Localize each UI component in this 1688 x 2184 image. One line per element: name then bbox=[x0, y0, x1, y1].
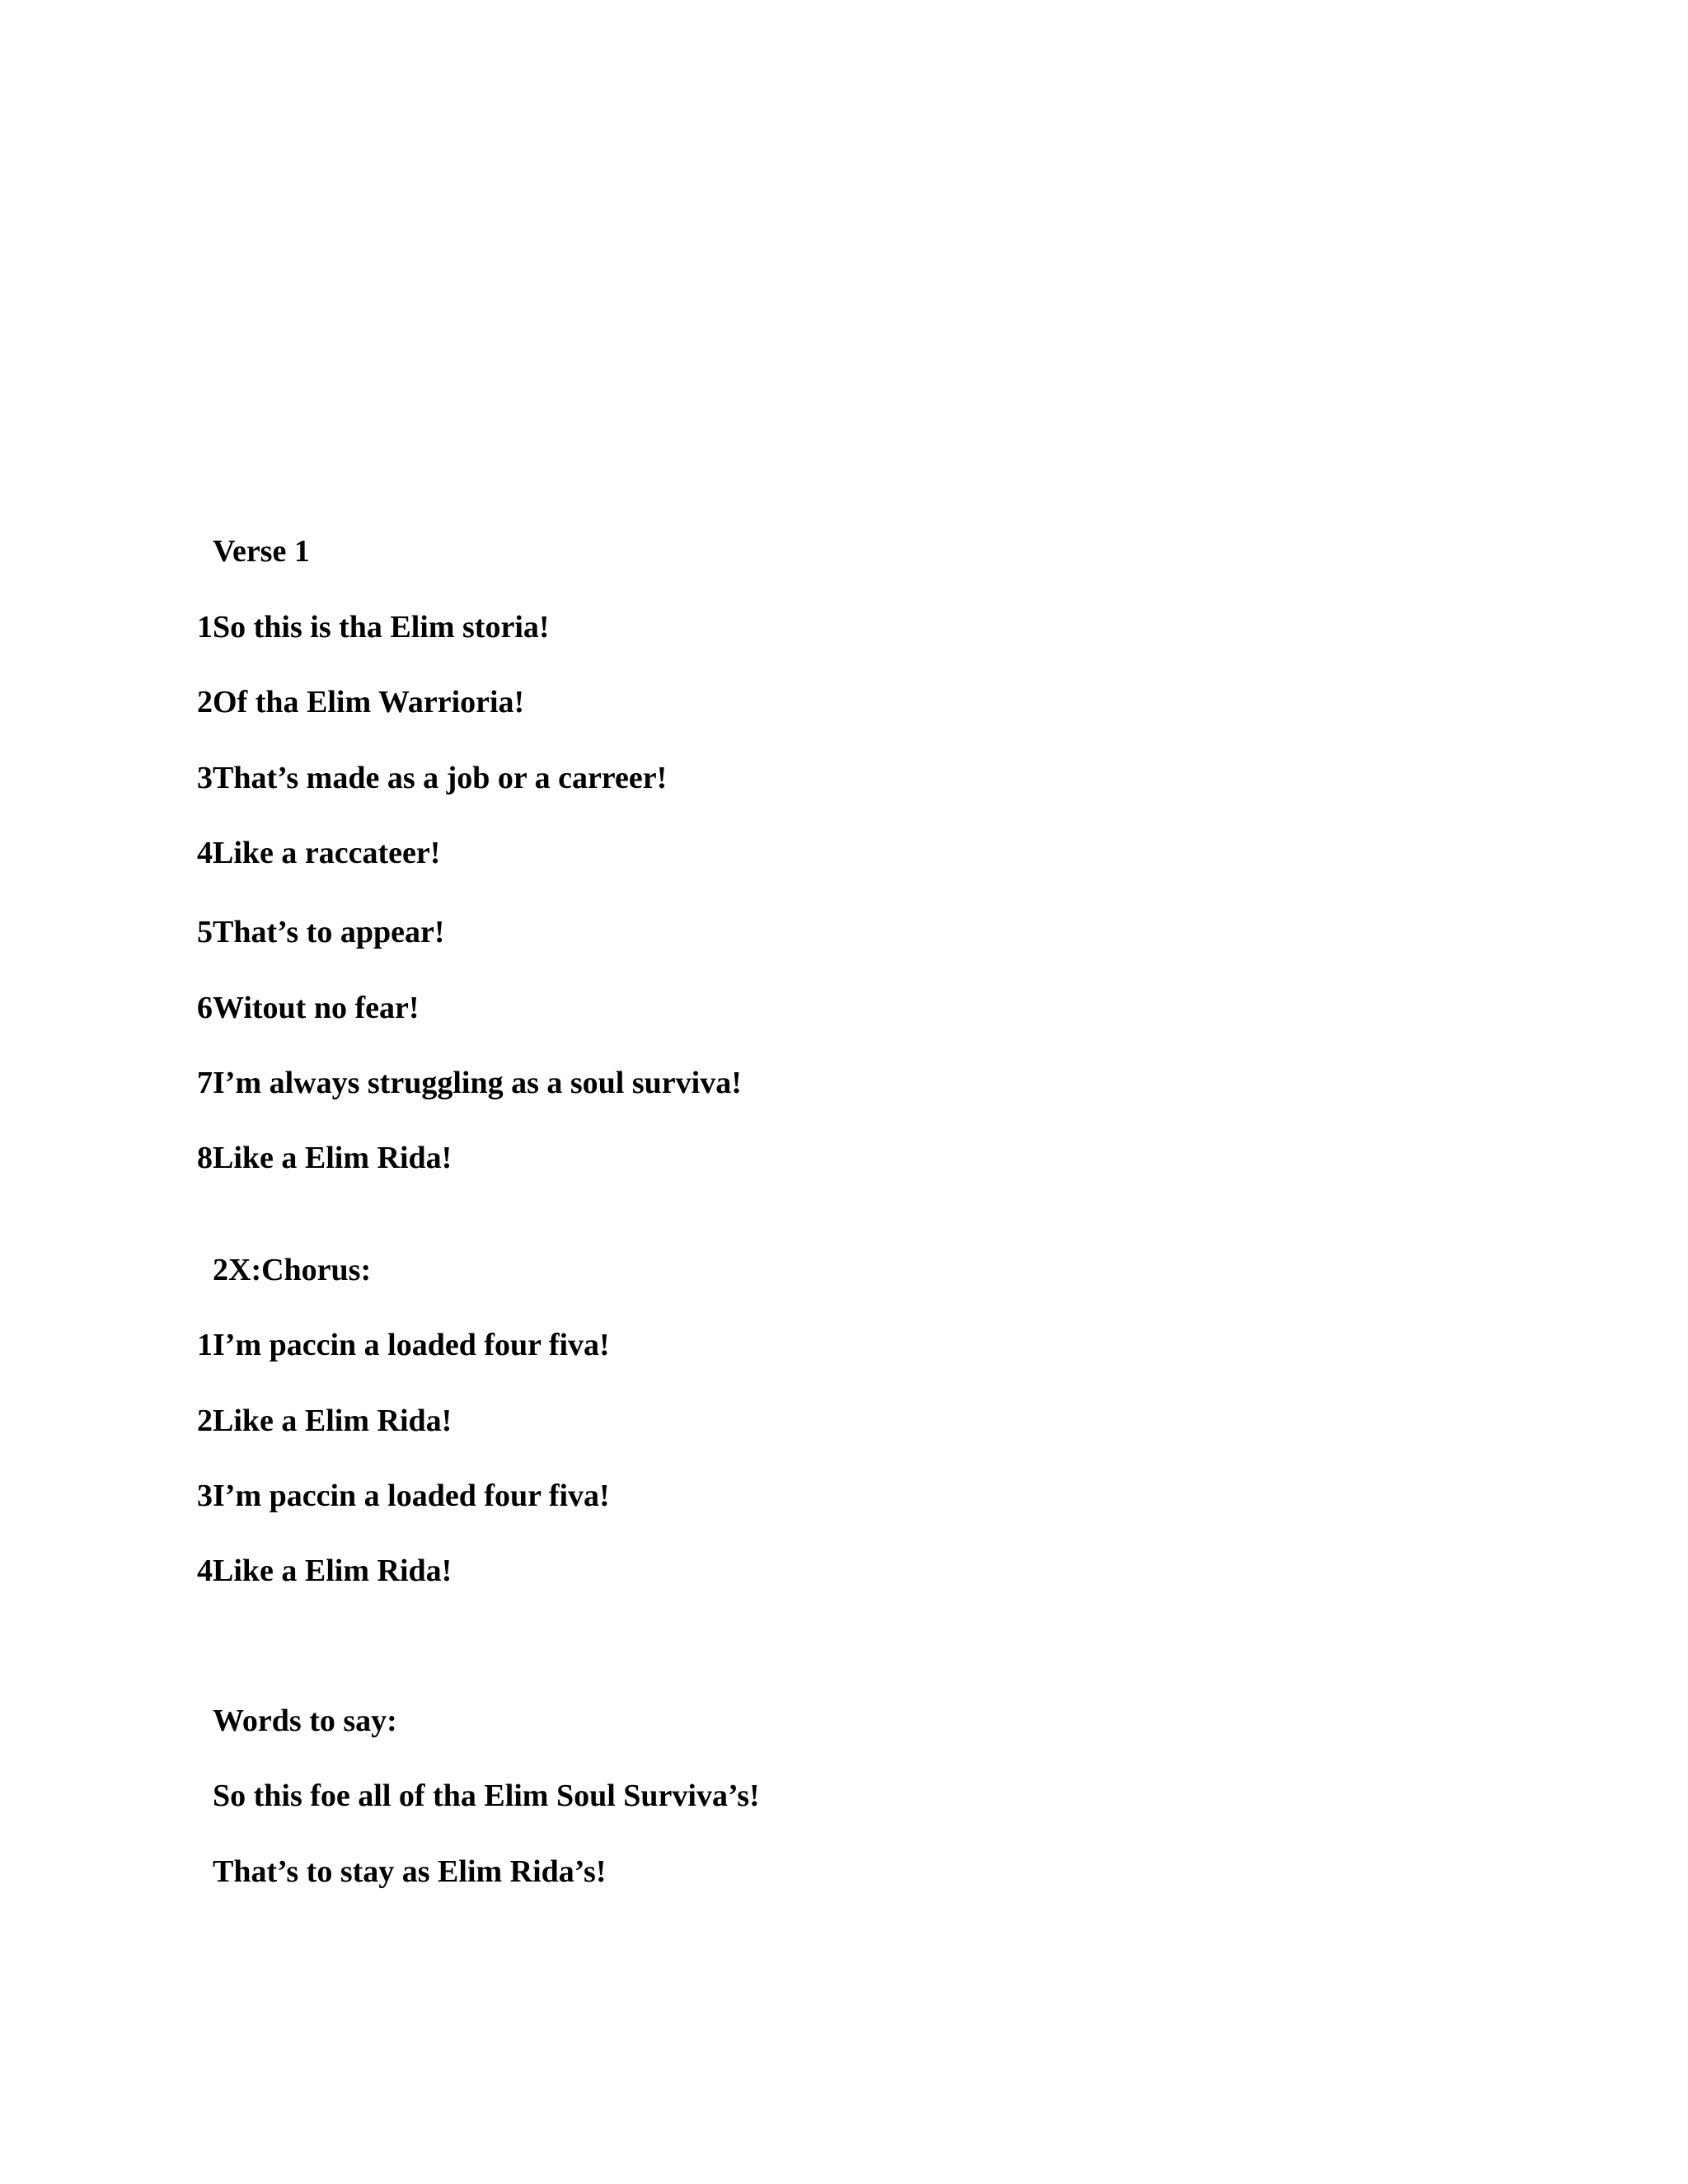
verse-1-line-7: 7I’m always struggling as a soul surviva! bbox=[197, 1066, 742, 1100]
verse-1-line-8: 8Like a Elim Rida! bbox=[197, 1141, 452, 1175]
verse-1-line-3: 3That’s made as a job or a carreer! bbox=[197, 761, 668, 795]
words-to-say-line-2: That’s to stay as Elim Rida’s! bbox=[213, 1854, 607, 1889]
chorus-heading: 2X:Chorus: bbox=[213, 1253, 372, 1287]
verse-1-heading: Verse 1 bbox=[213, 534, 310, 569]
chorus-line-2: 2Like a Elim Rida! bbox=[197, 1404, 452, 1438]
words-to-say-line-1: So this foe all of tha Elim Soul Surviva’s! bbox=[213, 1779, 760, 1813]
verse-1-line-6: 6Witout no fear! bbox=[197, 991, 420, 1025]
verse-1-line-1: 1So this is tha Elim storia! bbox=[197, 610, 550, 644]
verse-1-line-2: 2Of tha Elim Warrioria! bbox=[197, 685, 525, 719]
words-to-say-heading: Words to say: bbox=[213, 1704, 397, 1738]
chorus-line-4: 4Like a Elim Rida! bbox=[197, 1554, 452, 1588]
chorus-line-1: 1I’m paccin a loaded four fiva! bbox=[197, 1328, 610, 1362]
chorus-line-3: 3I’m paccin a loaded four fiva! bbox=[197, 1479, 610, 1513]
verse-1-line-5: 5That’s to appear! bbox=[197, 915, 445, 949]
verse-1-line-4: 4Like a raccateer! bbox=[197, 836, 441, 870]
